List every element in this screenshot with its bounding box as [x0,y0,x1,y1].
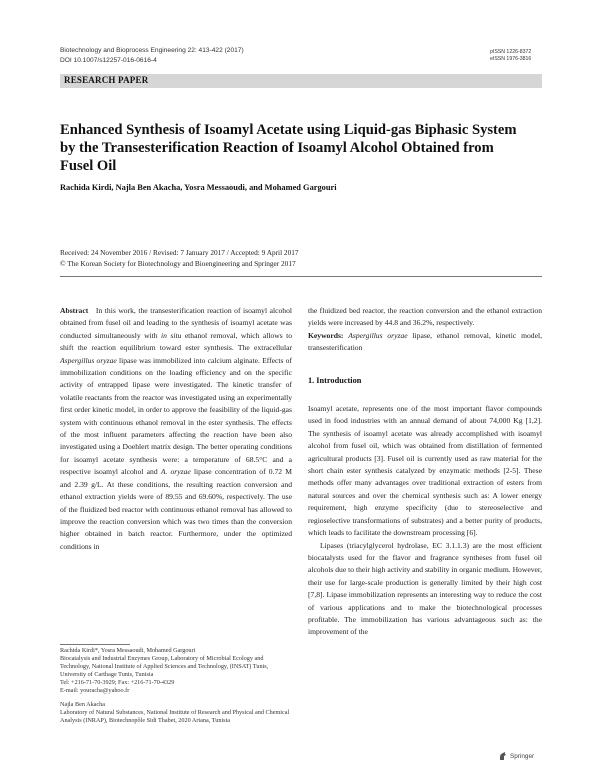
introduction-heading: 1. Introduction [308,375,362,385]
publisher-name: Springer [510,752,535,760]
springer-horse-icon [498,751,508,761]
author-list: Rachida Kirdi, Najla Ben Akacha, Yosra Messaoudi, and Mohamed Gargouri [60,183,337,192]
keywords-label: Keywords: [308,330,344,340]
paper-title: Enhanced Synthesis of Isoamyl Acetate using Liquid-gas Biphasic System by the Transesterification Reaction of Isoamyl Alcohol Obtained from Fusel Oil [60,122,517,174]
abstract-continued: the fluidized bed reactor, the reaction conversion and the ethanol extraction yields were increased by 44.8 and 36.2%, respectively. [308,306,542,328]
author-affiliations: Rachida Kirdi*, Yosra Messaoudi, Mohamed Gargouri Biocatalysis and Industrial Enzymes Group, Laboratory of Microbial Ecology and Technology, National Institute of Applied Sciences and Technology, (INSAT) Tunis, University of Carthage Tunis, Tunisia Tel: +216-71-70-3929; Fax: +216-71-70-4329 E-mail: yourachа@yahoo.fr Najla Ben Akacha Laboratory of Natural Substances, National Institute of Research and Physical and Chemical Analysis (INRAP), Biotechnopôle Sidi Thabet, 2020 Ariana, Tunisia [60,647,290,725]
journal-line: Biotechnology and Bioprocess Engineering 22: 413-422 (2017) [60,47,244,54]
doi-line: DOI 10.1007/s12257-016-0616-4 [60,56,157,64]
journal-citation [60,46,244,65]
footnote-rule [60,644,130,645]
abstract: Abstract In this work, the transesterification reaction of isoamyl alcohol obtained from fusel oil and leading to the synthesis of isoamyl acetate was conducted simultaneously with in situ ethanol removal, which allows to shift the reaction equilibrium toward ester synthesis. The extracellular Aspergillus oryzae lipase was immobilized into calcium alginate. Effects of immobilization conditions on the loading efficiency and on the specific activity of entrapped lipase were investigated. The kinetic transfer of volatile reactants from the reactor was investigated using an experimentally first order kinetic model, in order to approve the feasibility of the liquid-gas system with continuous ethanol removal in the ester synthesis. The effects of the most influent parameters affecting the reaction have been also investigated using a Doehlert matrix design. The better operating conditions for isoamyl acetate synthesis were: a temperature of 68.5°C and a respective isoamyl alcohol and A. oryzae lipase concentration of 0.72 M and 2.39 g/L. At these conditions, the resulting reaction conversion and ethanol extraction yields were of 89.55 and 69.60%, respectively. The use of the fluidized bed reactor with continuous ethanol removal has allowed to improve the reaction conversion which was two times than the conversion higher obtained in batch reactor. Furthermore, under the optimized conditions in [60,306,293,551]
intro-paragraph: Isoamyl acetate, represents one of the most important flavor compounds used in food industries with an annual demand of about 74,000 Kg [1,2]. The synthesis of isoamyl acetate was already accomplished with isoamyl alcohol from fusel oil, which was obtained from distillation of fermented agricultural products [3]. Fusel oil is currently used as raw material for the short chain ester synthesis catalyzed by enzymatic methods [2-5]. These methods offer many advantages over traditional extraction of esters from natural sources and over the chemical synthesis such as: A lower energy requirement, high enzyme specificity (due to stereoselective and regioselective transformations of substrates) and a better purity of products, which leads to facilitate the downstream processing [6]. [308,404,542,538]
pissn: pISSN 1226-8372 [490,49,532,55]
eissn: eISSN 1976-3816 [490,55,532,62]
left-column [60,305,292,553]
intro-paragraph: Lipases (triacylglycerol hydrolase, EC 3.1.1.3) are the most efficient biocatalysts used for the flavor and fragrance syntheses from fusel oil alcohols due to their high activity and stability in organic medium. However, their use for large-scale production is generally limited by their high cost [7,8]. Lipase immobilization represents an interesting way to reduce the cost of various applications and to make the biotechnological processes profitable. The immobilization has various advantageous such as: the improvement of the [308,540,542,637]
copyright-line: © The Korean Society for Biotechnology and Bioengineering and Springer 2017 [60,259,296,268]
keywords: Keywords: Aspergillus oryzae lipase, ethanol removal, kinetic model, transesterification [308,330,542,353]
article-history [60,247,299,269]
divider [60,276,542,277]
section-label: RESEARCH PAPER [64,75,149,85]
abstract-label: Abstract [60,306,89,315]
issn-block [490,49,531,62]
publisher-logo [498,751,534,761]
right-column [308,305,542,639]
history-dates: Received: 24 November 2016 / Revised: 7 January 2017 / Accepted: 9 April 2017 [60,248,299,257]
